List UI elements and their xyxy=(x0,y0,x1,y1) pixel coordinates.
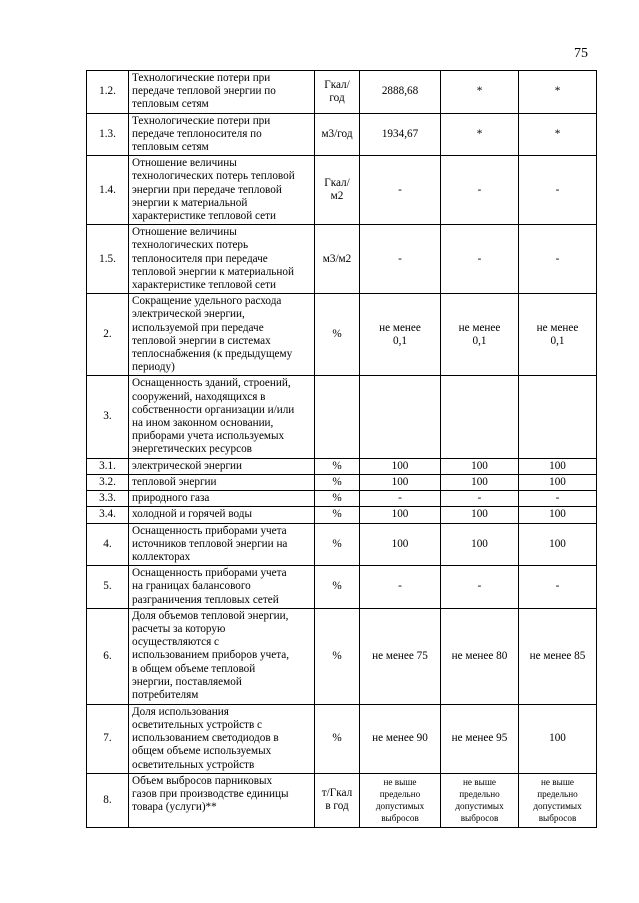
row-number: 3.4. xyxy=(87,507,129,523)
value-cell-2: 100 xyxy=(441,458,519,474)
unit-cell: % xyxy=(315,491,360,507)
value-cell-3: 100 xyxy=(519,507,597,523)
table-row xyxy=(87,294,597,376)
value-cell-1: 100 xyxy=(360,507,441,523)
value-cell-2: * xyxy=(441,71,519,114)
indicator-name: Отношение величины технологических потерь теплоносителя при передаче тепловой энергии к материальной характеристике тепловой сети xyxy=(129,225,315,294)
unit-cell: % xyxy=(315,294,360,376)
table-row xyxy=(87,474,597,490)
row-number: 2. xyxy=(87,294,129,376)
unit-cell: % xyxy=(315,458,360,474)
value-cell-2: не выше предельно допустимых выбросов xyxy=(441,773,519,827)
row-number: 3. xyxy=(87,376,129,458)
unit-cell: Гкал/ м2 xyxy=(315,156,360,225)
value-cell-1: 100 xyxy=(360,474,441,490)
indicator-name: Сокращение удельного расхода электрической энергии, используемой при передаче тепловой энергии в системах теплоснабжения (к предыдущему периоду) xyxy=(129,294,315,376)
value-cell-3: - xyxy=(519,156,597,225)
value-cell-2: не менее 80 xyxy=(441,608,519,704)
indicator-name: Доля использования осветительных устройств с использованием светодиодов в общем объеме используемых осветительных устройств xyxy=(129,704,315,773)
value-cell-1: - xyxy=(360,156,441,225)
value-cell-1: не менее 90 xyxy=(360,704,441,773)
unit-cell: % xyxy=(315,523,360,566)
value-cell-3: - xyxy=(519,225,597,294)
value-cell-1: 100 xyxy=(360,523,441,566)
table-row xyxy=(87,773,597,827)
row-number: 4. xyxy=(87,523,129,566)
value-cell-1: не менее 0,1 xyxy=(360,294,441,376)
indicator-name: Доля объемов тепловой энергии, расчеты за которую осуществляются с использованием приборов учета, в общем объеме тепловой энергии, поставляемой потребителям xyxy=(129,608,315,704)
value-cell-3: 100 xyxy=(519,474,597,490)
table-row xyxy=(87,491,597,507)
value-cell-2: - xyxy=(441,225,519,294)
value-cell-1: не выше предельно допустимых выбросов xyxy=(360,773,441,827)
value-cell-2 xyxy=(441,376,519,458)
value-cell-3 xyxy=(519,376,597,458)
value-cell-2: 100 xyxy=(441,507,519,523)
row-number: 5. xyxy=(87,566,129,609)
table-row xyxy=(87,507,597,523)
indicator-name: электрической энергии xyxy=(129,458,315,474)
unit-cell: м3/м2 xyxy=(315,225,360,294)
value-cell-1: - xyxy=(360,491,441,507)
indicator-name: холодной и горячей воды xyxy=(129,507,315,523)
indicator-name: Отношение величины технологических потерь тепловой энергии при передаче тепловой энергии к материальной характеристике тепловой сети xyxy=(129,156,315,225)
page-number: 75 xyxy=(574,46,588,61)
table-row xyxy=(87,566,597,609)
row-number: 1.4. xyxy=(87,156,129,225)
value-cell-1: 100 xyxy=(360,458,441,474)
value-cell-2: 100 xyxy=(441,523,519,566)
unit-cell: % xyxy=(315,608,360,704)
row-number: 3.1. xyxy=(87,458,129,474)
table-row xyxy=(87,71,597,114)
value-cell-2: не менее 95 xyxy=(441,704,519,773)
indicator-name: природного газа xyxy=(129,491,315,507)
value-cell-1: - xyxy=(360,566,441,609)
value-cell-1: - xyxy=(360,225,441,294)
table-row xyxy=(87,156,597,225)
table-row xyxy=(87,704,597,773)
table-row xyxy=(87,458,597,474)
row-number: 3.3. xyxy=(87,491,129,507)
indicator-name: Технологические потери при передаче теплоносителя по тепловым сетям xyxy=(129,113,315,156)
value-cell-2: не менее 0,1 xyxy=(441,294,519,376)
row-number: 7. xyxy=(87,704,129,773)
value-cell-3: не менее 85 xyxy=(519,608,597,704)
indicators-table xyxy=(86,70,597,828)
row-number: 1.3. xyxy=(87,113,129,156)
indicator-name: Оснащенность приборами учета источников тепловой энергии на коллекторах xyxy=(129,523,315,566)
unit-cell: м3/год xyxy=(315,113,360,156)
value-cell-3: не менее 0,1 xyxy=(519,294,597,376)
unit-cell xyxy=(315,376,360,458)
value-cell-3: 100 xyxy=(519,458,597,474)
value-cell-1: не менее 75 xyxy=(360,608,441,704)
unit-cell: Гкал/ год xyxy=(315,71,360,114)
value-cell-3: - xyxy=(519,491,597,507)
row-number: 3.2. xyxy=(87,474,129,490)
value-cell-2: - xyxy=(441,156,519,225)
unit-cell: % xyxy=(315,566,360,609)
unit-cell: % xyxy=(315,507,360,523)
indicator-name: Объем выбросов парниковых газов при производстве единицы товара (услуги)** xyxy=(129,773,315,827)
row-number: 1.2. xyxy=(87,71,129,114)
indicator-name: Оснащенность зданий, строений, сооружений, находящихся в собственности организации и/или на ином законном основании, приборами учета используемых энергетических ресурсов xyxy=(129,376,315,458)
value-cell-2: - xyxy=(441,491,519,507)
value-cell-3: 100 xyxy=(519,523,597,566)
indicator-name: тепловой энергии xyxy=(129,474,315,490)
value-cell-1: 1934,67 xyxy=(360,113,441,156)
value-cell-1 xyxy=(360,376,441,458)
value-cell-2: * xyxy=(441,113,519,156)
indicator-name: Оснащенность приборами учета на границах балансового разграничения тепловых сетей xyxy=(129,566,315,609)
value-cell-3: - xyxy=(519,566,597,609)
value-cell-2: - xyxy=(441,566,519,609)
value-cell-3: * xyxy=(519,71,597,114)
unit-cell: % xyxy=(315,474,360,490)
value-cell-3: 100 xyxy=(519,704,597,773)
value-cell-3: не выше предельно допустимых выбросов xyxy=(519,773,597,827)
unit-cell: т/Гкал в год xyxy=(315,773,360,827)
table-row xyxy=(87,608,597,704)
row-number: 1.5. xyxy=(87,225,129,294)
table-row xyxy=(87,225,597,294)
value-cell-3: * xyxy=(519,113,597,156)
table-row xyxy=(87,113,597,156)
row-number: 8. xyxy=(87,773,129,827)
value-cell-2: 100 xyxy=(441,474,519,490)
row-number: 6. xyxy=(87,608,129,704)
table-row xyxy=(87,376,597,458)
unit-cell: % xyxy=(315,704,360,773)
indicator-name: Технологические потери при передаче тепловой энергии по тепловым сетям xyxy=(129,71,315,114)
table-row xyxy=(87,523,597,566)
value-cell-1: 2888,68 xyxy=(360,71,441,114)
